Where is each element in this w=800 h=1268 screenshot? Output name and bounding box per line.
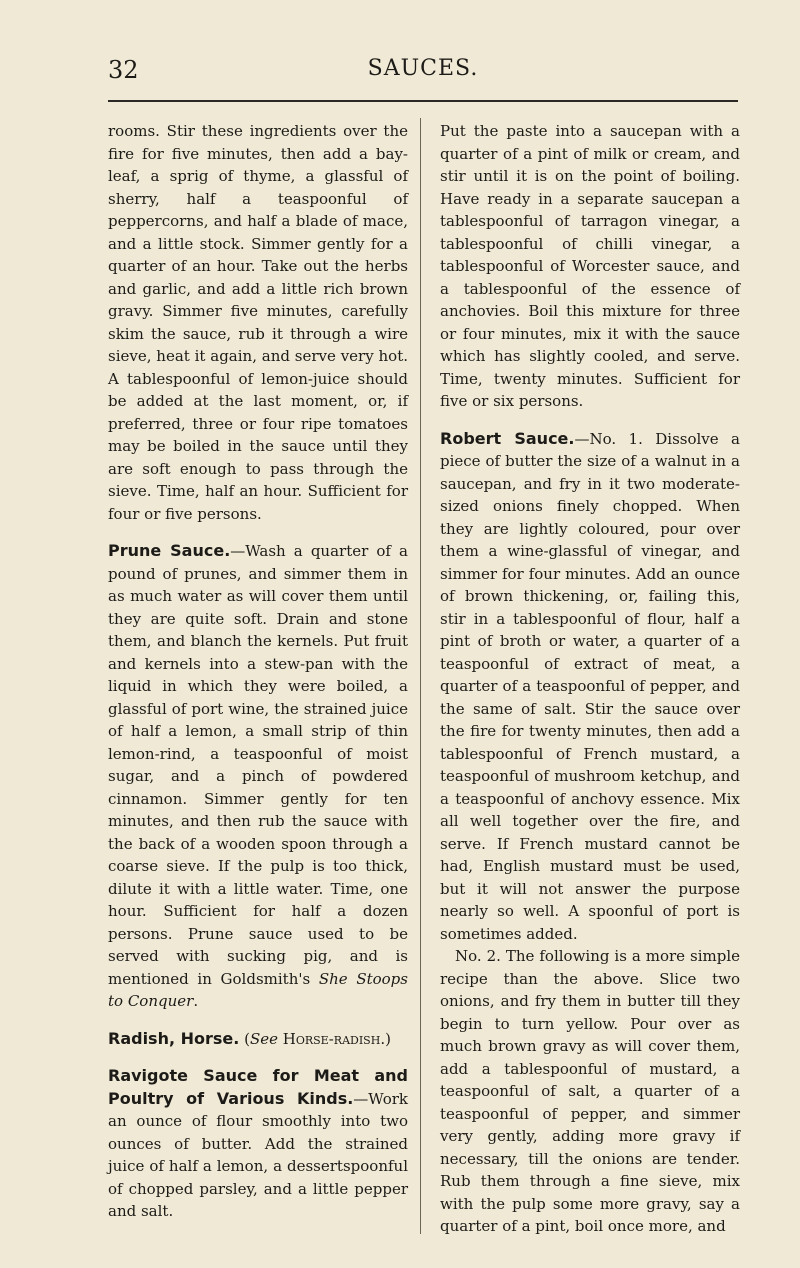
entry-text: —Wash a quarter of a pound of prunes, and simmer them in as much water as will cover them until they are quite soft. Drain and stone them, and blanch the kernels. Put fruit and kernels into a stew-pan with the liquid in which they were boiled, a glassful of port wine, the strained juice of half a lemon, a small strip of thin lemon-rind, a teaspoonful of moist sugar, and a pinch of powdered cinnamon. Simmer gently for ten minutes, and then rub the sauce with the back of a wooden spoon through a coarse sieve. If the pulp is too thick, dilute it with a little water. Time, one hour. Sufficient for half a dozen persons. Prune sauce used to be served with sucking pig, and is mentioned in Goldsmith's bbox=[108, 542, 408, 988]
entry-ravigote-sauce bbox=[108, 1065, 408, 1223]
header-rule bbox=[108, 100, 738, 102]
robert-sauce-no2: No. 2. The following is a more simple recipe than the above. Slice two onions, and fry them in butter till they begin to turn yellow. Pour over as much brown gravy as will cover them, add a tablespoonful of mustard, a teaspoonful of salt, a quarter of a teaspoonful of pepper, and simmer very gently, adding more gravy if necessary, till the onions are tender. Rub them through a fine sieve, mix with the pulp some more gravy, say a quarter of a pint, boil once more, and bbox=[440, 947, 740, 1235]
continuation-paragraph: Put the paste into a saucepan with a quarter of a pint of milk or cream, and stir until it is on the point of boiling. Have ready in a separate saucepan a tablespoonful of tarragon vinegar, a tablespoonful of chilli vinegar, a tablespoonful of Worcester sauce, and a tablespoonful of the essence of anchovies. Boil this mixture for three or four minutes, mix it with the sauce which has slightly cooled, and serve. Time, twenty minutes. Sufficient for five or six persons. bbox=[440, 122, 740, 410]
entry-heading: Robert Sauce. bbox=[440, 428, 575, 448]
see-close: .) bbox=[380, 1029, 391, 1048]
entry-text: —No. 1. Dissolve a piece of butter the size of a walnut in a saucepan, and fry in it two moderate-sized onions finely chopped. When they are lightly coloured, pour over them a wine-glassful of vinegar, and simmer for four minutes. Add an ounce of brown thickening, or, failing this, stir in a tablespoonful of flour, half a pint of broth or water, a quarter of a teaspoonful of extract of meat, a quarter of a teaspoonful of pepper, and the same of salt. Stir the sauce over the fire for twenty minutes, then add a tablespoonful of French mustard, a teaspoonful of mushroom ketchup, and a teaspoonful of anchovy essence. Mix all well together over the fire, and serve. If French mustard cannot be had, English mustard must be used, but it will not answer the purpose nearly so well. A spoonful of port is sometimes added. bbox=[440, 429, 740, 943]
cross-reference: Horse-radish bbox=[278, 1029, 381, 1048]
column-divider bbox=[420, 118, 421, 1234]
page-number: 32 bbox=[108, 56, 139, 84]
running-head: SAUCES. bbox=[367, 56, 479, 81]
book-title: She Stoops to Conquer bbox=[108, 969, 408, 1010]
see-word: See bbox=[249, 1029, 278, 1048]
entry-heading: Radish, Horse. bbox=[108, 1028, 240, 1048]
right-column bbox=[440, 120, 740, 1238]
entry-robert-sauce bbox=[440, 428, 740, 946]
see-open: ( bbox=[239, 1029, 250, 1048]
entry-heading: Ravigote Sauce for Meat and Poultry of Various Kinds. bbox=[108, 1066, 408, 1108]
entry-text-end: . bbox=[193, 992, 199, 1010]
page-header bbox=[108, 56, 738, 86]
entry-text: —Work an ounce of flour smoothly into two ounces of butter. Add the strained juice of half a lemon, a dessertspoonful of chopped parsley, and a little pepper and salt. bbox=[108, 1089, 408, 1220]
entry-radish-horse bbox=[108, 1028, 408, 1051]
entry-heading: Prune Sauce. bbox=[108, 541, 231, 560]
continuation-paragraph: rooms. Stir these ingredients over the fire for five minutes, then add a bay-leaf, a sprig of thyme, a glassful of sherry, half a teaspoonful of peppercorns, and half a blade of mace, and a little stock. Simmer gently for a quarter of an hour. Take out the herbs and garlic, and add a little rich brown gravy. Simmer five minutes, carefully skim the sauce, rub it through a wire sieve, heat it again, and serve very hot. A tablespoonful of lemon-juice should be added at the last moment, or, if preferred, three or four ripe tomatoes may be boiled in the sauce until they are soft enough to pass through the sieve. Time, half an hour. Sufficient for four or five persons. bbox=[108, 122, 408, 523]
left-column bbox=[108, 120, 408, 1223]
entry-prune-sauce bbox=[108, 540, 408, 1013]
